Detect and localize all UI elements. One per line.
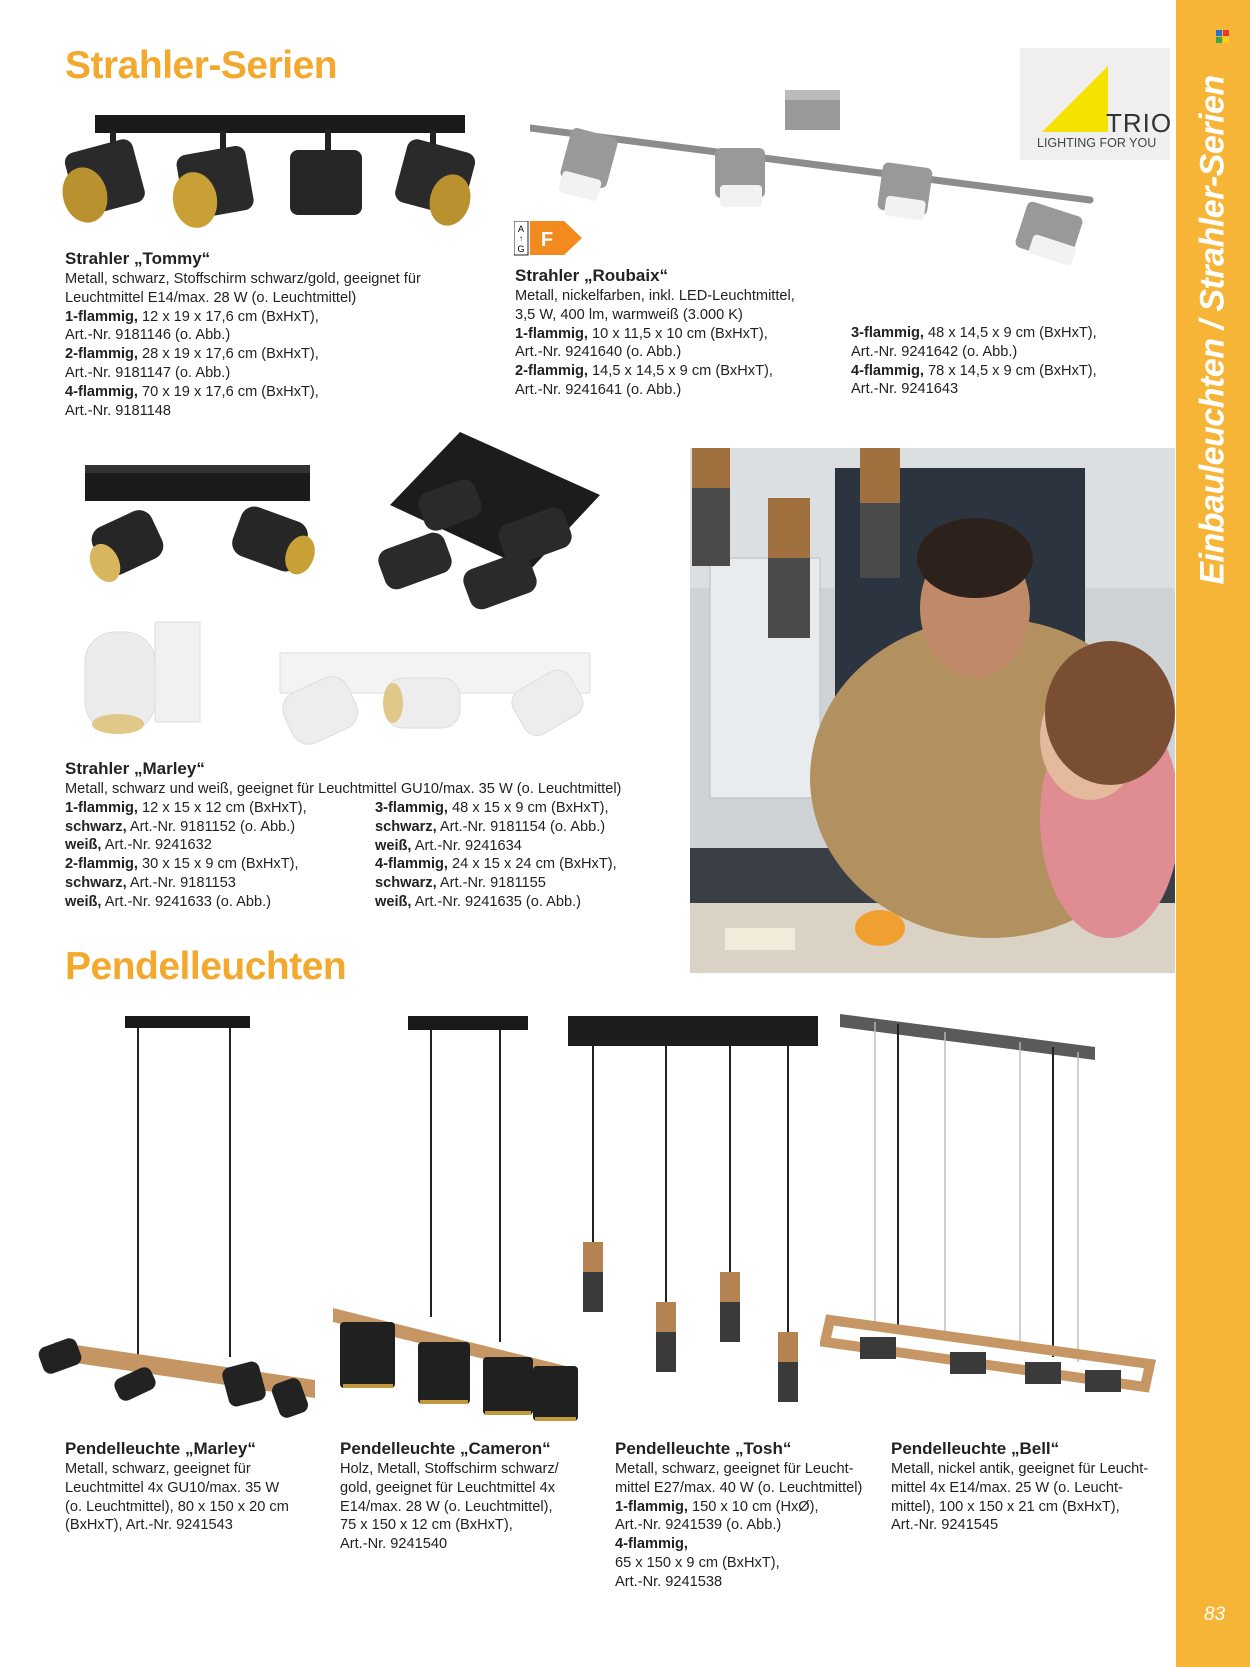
variant-label: 4-flammig,	[615, 1536, 688, 1553]
variant-dim: 150 x 10 cm (HxØ),	[687, 1498, 819, 1515]
variant-label: 4-flammig,	[851, 362, 924, 379]
desc-line: mittel 4x E14/max. 25 W (o. Leucht-	[891, 1479, 1123, 1496]
marley-description-cont	[375, 799, 617, 912]
variant-dim: 48 x 14,5 x 9 cm (BxHxT),	[923, 325, 1097, 341]
section-title-strahler: Strahler-Serien	[65, 44, 338, 87]
pendant-cameron-title: Pendelleuchte „Cameron“	[340, 1439, 551, 1458]
variant-label: 4-flammig,	[65, 383, 138, 400]
desc-line: gold, geeignet für Leuchtmittel 4x	[340, 1479, 555, 1496]
side-title: Einbauleuchten / Strahler-Serien	[1193, 75, 1232, 585]
pendant-cameron-description	[340, 1438, 559, 1554]
color-label: schwarz,	[65, 818, 127, 835]
article-number: Art.-Nr. 9241642 (o. Abb.)	[851, 343, 1018, 360]
roubaix-description-cont	[851, 324, 1097, 399]
article-number: Art.-Nr. 9241538	[615, 1573, 723, 1590]
desc-line: Art.-Nr. 9241540	[340, 1536, 448, 1553]
pendant-bell-image	[820, 1012, 1160, 1432]
energy-class: F	[540, 229, 554, 251]
article-number: Art.-Nr. 9241539 (o. Abb.)	[615, 1517, 782, 1534]
pendant-marley-image	[35, 1012, 325, 1432]
article-number: Art.-Nr. 9241633 (o. Abb.)	[101, 893, 272, 910]
variant-label: 2-flammig,	[65, 346, 138, 363]
pendant-tosh-description	[615, 1438, 862, 1592]
article-number: Art.-Nr. 9241635 (o. Abb.)	[411, 893, 582, 910]
article-number: Art.-Nr. 9241641 (o. Abb.)	[515, 381, 682, 398]
variant-label: 3-flammig,	[375, 800, 448, 816]
tommy-description	[65, 248, 421, 420]
color-label: weiß,	[375, 893, 412, 910]
variant-dim: 12 x 15 x 12 cm (BxHxT),	[137, 799, 307, 816]
desc-line: 75 x 150 x 12 cm (BxHxT),	[340, 1517, 513, 1534]
section-title-pendel: Pendelleuchten	[65, 945, 347, 988]
tommy-title: Strahler „Tommy“	[65, 249, 211, 268]
color-label: weiß,	[65, 893, 102, 910]
pendant-marley-description	[65, 1438, 289, 1535]
page-number: 83	[1204, 1604, 1226, 1625]
brand-name: TRIO	[1106, 108, 1173, 138]
pendant-bell-title: Pendelleuchte „Bell“	[891, 1439, 1060, 1458]
color-label: weiß,	[375, 837, 412, 854]
variant-dim: 24 x 15 x 24 cm (BxHxT),	[447, 856, 617, 873]
color-label: schwarz,	[375, 875, 437, 892]
variant-label: 4-flammig,	[375, 856, 448, 873]
tommy-desc-line: Metall, schwarz, Stoffschirm schwarz/gold, geeignet für	[65, 271, 421, 287]
desc-line: (BxHxT), Art.-Nr. 9241543	[65, 1517, 233, 1534]
pendant-bell-description	[891, 1438, 1148, 1535]
energy-scale-bottom: G	[517, 244, 525, 254]
desc-line: E14/max. 28 W (o. Leuchtmittel),	[340, 1498, 553, 1515]
desc-line: Metall, nickel antik, geeignet für Leucht-	[891, 1461, 1149, 1477]
desc-line: mittel), 100 x 150 x 21 cm (BxHxT),	[891, 1498, 1120, 1515]
variant-label: 1-flammig,	[65, 799, 138, 816]
variant-dim: 78 x 14,5 x 9 cm (BxHxT),	[923, 362, 1097, 379]
variant-label: 3-flammig,	[851, 325, 924, 341]
pendant-tosh-image	[563, 1012, 823, 1432]
article-number: Art.-Nr. 9181154 (o. Abb.)	[436, 818, 606, 835]
desc-line: Metall, schwarz, geeignet für Leucht-	[615, 1461, 854, 1477]
article-number: Art.-Nr. 9181147 (o. Abb.)	[65, 364, 231, 381]
marley-desc-line: Metall, schwarz und weiß, geeignet für Leuchtmittel GU10/max. 35 W (o. Leuchtmittel)	[65, 781, 622, 797]
article-number: Art.-Nr. 9241632	[101, 837, 212, 854]
article-number: Art.-Nr. 9181146 (o. Abb.)	[65, 327, 231, 344]
variant-dim: 65 x 150 x 9 cm (BxHxT),	[615, 1554, 780, 1571]
variant-dim: 10 x 11,5 x 10 cm (BxHxT),	[587, 325, 768, 342]
roubaix-lamp-image	[530, 90, 1100, 275]
tommy-lamp-image	[60, 110, 490, 240]
variant-dim: 70 x 19 x 17,6 cm (BxHxT),	[137, 383, 319, 400]
desc-line: Holz, Metall, Stoffschirm schwarz/	[340, 1461, 559, 1477]
tommy-desc-line: Leuchtmittel E14/max. 28 W (o. Leuchtmittel)	[65, 289, 357, 306]
marley-2-black-image	[75, 455, 320, 585]
roubaix-title: Strahler „Roubaix“	[515, 266, 669, 285]
svg-text:↑: ↑	[519, 234, 523, 243]
pendant-tosh-title: Pendelleuchte „Tosh“	[615, 1439, 792, 1458]
variant-label: 1-flammig,	[65, 308, 138, 325]
variant-label: 2-flammig,	[515, 363, 588, 380]
roubaix-desc-line: Metall, nickelfarben, inkl. LED-Leuchtmittel,	[515, 288, 795, 304]
color-label: weiß,	[65, 837, 102, 854]
marley-3-white-image	[275, 648, 595, 748]
lifestyle-photo	[690, 448, 1175, 973]
brand-tagline: LIGHTING FOR YOU	[1037, 136, 1157, 150]
desc-line: mittel E27/max. 40 W (o. Leuchtmittel)	[615, 1479, 863, 1496]
variant-dim: 12 x 19 x 17,6 cm (BxHxT),	[137, 308, 319, 325]
article-number: Art.-Nr. 9181148	[65, 402, 171, 419]
article-number: Art.-Nr. 9241634	[411, 837, 522, 854]
roubaix-description	[515, 265, 795, 400]
color-label: schwarz,	[65, 874, 127, 891]
marley-title: Strahler „Marley“	[65, 759, 205, 778]
variant-dim: 48 x 15 x 9 cm (BxHxT),	[447, 800, 609, 816]
marley-4-black-image	[370, 430, 620, 610]
article-number: Art.-Nr. 9181153	[126, 874, 236, 891]
variant-label: 1-flammig,	[615, 1498, 688, 1515]
variant-label: 1-flammig,	[515, 325, 588, 342]
variant-dim: 14,5 x 14,5 x 9 cm (BxHxT),	[587, 363, 773, 380]
variant-dim: 30 x 15 x 9 cm (BxHxT),	[137, 856, 299, 873]
article-number: Art.-Nr. 9181152 (o. Abb.)	[126, 818, 296, 835]
energy-scale-top: A	[517, 224, 525, 234]
variant-dim: 28 x 19 x 17,6 cm (BxHxT),	[137, 346, 319, 363]
color-squares-icon	[1216, 30, 1230, 44]
desc-line: Metall, schwarz, geeignet für	[65, 1461, 251, 1477]
pendant-cameron-image	[328, 1012, 588, 1432]
pendant-marley-title: Pendelleuchte „Marley“	[65, 1439, 256, 1458]
article-number: Art.-Nr. 9241640 (o. Abb.)	[515, 344, 682, 361]
color-label: schwarz,	[375, 818, 437, 835]
desc-line: (o. Leuchtmittel), 80 x 150 x 20 cm	[65, 1498, 289, 1515]
roubaix-desc-line: 3,5 W, 400 lm, warmweiß (3.000 K)	[515, 306, 743, 323]
desc-line: Leuchtmittel 4x GU10/max. 35 W	[65, 1479, 280, 1496]
article-number: Art.-Nr. 9241643	[851, 381, 959, 398]
marley-1-white-image	[80, 612, 210, 742]
desc-line: Art.-Nr. 9241545	[891, 1517, 999, 1534]
variant-label: 2-flammig,	[65, 856, 138, 873]
article-number: Art.-Nr. 9181155	[436, 875, 546, 892]
